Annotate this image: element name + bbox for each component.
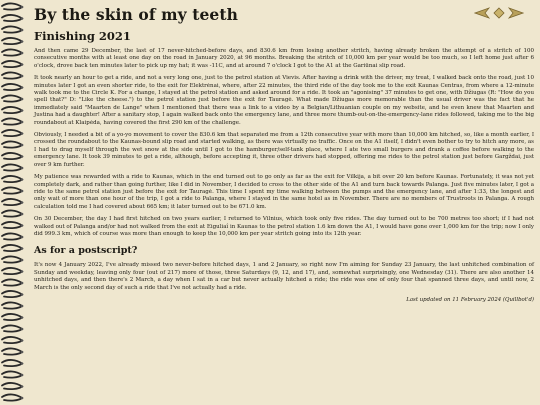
spiral-ring bbox=[2, 291, 22, 297]
spiral-hole bbox=[21, 385, 24, 388]
spiral-hole bbox=[21, 339, 24, 342]
spiral-hole bbox=[21, 259, 24, 262]
section-title: Finishing 2021 bbox=[34, 29, 131, 43]
spiral-ring bbox=[2, 245, 22, 251]
spiral-ring bbox=[2, 337, 22, 343]
page-content bbox=[34, 0, 534, 405]
spiral-ring bbox=[2, 279, 22, 285]
spiral-ring bbox=[2, 176, 22, 182]
last-updated bbox=[34, 297, 534, 303]
paragraph: Obviously, I needed a bit of a yo-yo movement to cover the 830.6 km that separated me from a 12th consecutive year with more than 10,000 km hitched, so, like a month earlier, I crossed the roundabout to the Kaunas-bound slip road and started walking, as there was virtually no traffic. Once on the A1 itself, I didn't even bother to try to hitch any more, as I had to drag myself through the wet snow at the side until I got to the hamburger/self-tank place, where I ate two small burgers and drank a coffee before walking to the emergency lane. It took 39 minutes to get a ride, although, before accepting it, three other drivers had stopped, offering me rides to the petrol station just before Gargždai, just over 9 km further. bbox=[34, 132, 534, 168]
spiral-hole bbox=[21, 362, 24, 365]
spiral-hole bbox=[21, 316, 24, 319]
spiral-ring bbox=[2, 199, 22, 205]
spiral-ring bbox=[2, 348, 22, 354]
spiral-ring bbox=[2, 72, 22, 78]
spiral-hole bbox=[21, 17, 24, 20]
paragraph: On 30 December, the day I had first hitched on two years earlier, I returned to Vilnius, which took only five rides. The day turned out to be 700 metres too short; if I had not walked out of Palanga and/or had not walked from the exit at Eiguliaî in Kaunas to the petrol station 1.6 km down the A1, I would have gone over 1,000 km for the trip; now I only did 999.3 km, which of course was more than enough to keep the 10,000 km per year stritch going into its 12th year. bbox=[34, 216, 534, 237]
diamond-icon[interactable] bbox=[491, 6, 507, 20]
paragraph: My patience was rewarded with a ride to Kaunas, which in the end turned out to go only as far as the exit for Vilkija, a bit over 20 km before Kaunas. Fortunately, it was not yet completely dark, and rather than going further, like I did in November, I decided to cross to the other side of the A1 and turn back towards Palanga. Just five minutes later, I got a ride to the same petrol station just before the exit for Tauragė. This time I spent my time walking between the pumps and the emergency lane, and after 1:33, the longest and only wait of more than one hour of the trip, I got a ride to Palanga, where I stayed in the same hotel as in November. There are no members of Trustroots in Palanga. A rough calculation told me I had covered about 665 km; it later turned out to be 671.0 km. bbox=[34, 174, 534, 210]
spiral-hole bbox=[21, 29, 24, 32]
spiral-ring bbox=[2, 187, 22, 193]
spiral-ring bbox=[2, 15, 22, 21]
last-updated-text: Last updated on 11 February 2024 (Quillbot'd) bbox=[406, 296, 534, 303]
spiral-hole bbox=[21, 178, 24, 181]
site-title: By the skin of my teeth bbox=[34, 5, 239, 24]
spiral-hole bbox=[21, 328, 24, 331]
spiral-hole bbox=[21, 282, 24, 285]
page-navigation bbox=[474, 6, 524, 20]
arrow-right-icon[interactable] bbox=[508, 6, 524, 20]
spiral-ring bbox=[2, 153, 22, 159]
spiral-ring bbox=[2, 26, 22, 32]
spiral-hole bbox=[21, 98, 24, 101]
spiral-ring bbox=[2, 302, 22, 308]
spiral-ring bbox=[2, 84, 22, 90]
spiral-ring bbox=[2, 394, 22, 400]
spiral-ring bbox=[2, 210, 22, 216]
spiral-ring bbox=[2, 371, 22, 377]
spiral-hole bbox=[21, 270, 24, 273]
spiral-ring bbox=[2, 222, 22, 228]
spiral-ring bbox=[2, 325, 22, 331]
postscript-paragraph: It's now 4 January 2022, I've already missed two never-before hitched days, 1 and 2 January, so right now I'm aiming for Sunday 23 January, the last unhitched combination of Sunday and weekday, leaving only four (out of 217) more of those, three Saturdays (9, 12, and 17), and, somewhat surprisingly, one Wednesday (31). There are also another 14 unhitched days, and then there's 2 March, a day when I sat in a car but never actually hitched a ride; the ride was one of only four that spanned three days, and until now, 2 March is the only second day of such a ride that I've not actually had a ride. bbox=[34, 262, 534, 291]
spiral-hole bbox=[21, 201, 24, 204]
spiral-ring bbox=[2, 130, 22, 136]
paragraph: It took nearly an hour to get a ride, and not a very long one, just to the petrol station at Vievis. After having a drink with the driver, my treat, I walked back onto the road, just 10 minutes later I got an even shorter ride, to the exit for Elektrėnai, where, after 22 minutes, the third ride of the day took me to the exit Kaunas Centras, from where a 12-minute walk took me to the Circle K. For a change, I stayed at the petrol station and asked around for a ride. It took an "agonising" 37 minutes to get one, with Džiugas (R: "How do you spell that?" D: "Like the cheese.") to the petrol station just before the exit for Tauragė. What made Džiugas more memorable than the usual driver was the fact that he immediately said "Maarten de Lange" when I mentioned that there was a link to a video by a Belgian/Lithuanian couple on my website, and he even knew that Maarten and Justina had a daughter! After a sanitary stop, I again walked back onto the emergency lane, and three more thumb-out-on-the-emergency-lane rides followed, taking me to the big roundabout at Klaipėda, having covered the first 290 km of the challenge. bbox=[34, 75, 534, 126]
spiral-ring bbox=[2, 360, 22, 366]
spiral-ring bbox=[2, 118, 22, 124]
arrow-left-icon[interactable] bbox=[474, 6, 490, 20]
spiral-hole bbox=[21, 6, 24, 9]
spiral-hole bbox=[21, 305, 24, 308]
spiral-ring bbox=[2, 61, 22, 67]
spiral-ring bbox=[2, 233, 22, 239]
spiral-hole bbox=[21, 247, 24, 250]
spiral-hole bbox=[21, 167, 24, 170]
spiral-ring bbox=[2, 164, 22, 170]
spiral-hole bbox=[21, 293, 24, 296]
spiral-hole bbox=[21, 213, 24, 216]
spiral-hole bbox=[21, 132, 24, 135]
spiral-ring bbox=[2, 95, 22, 101]
spiral-ring bbox=[2, 38, 22, 44]
spiral-binding bbox=[0, 0, 26, 405]
spiral-hole bbox=[21, 236, 24, 239]
spiral-ring bbox=[2, 256, 22, 262]
spiral-hole bbox=[21, 224, 24, 227]
spiral-hole bbox=[21, 144, 24, 147]
spiral-ring bbox=[2, 107, 22, 113]
paragraph: And then came 29 December, the last of 17 never-hitched-before days, and 830.6 km from losing another stritch, having already broken the attempt of a stritch of 100 consecutive months with at least one day on the road in January 2020, at 96 months. Breaking the stritch of 10,000 km per year would be too much, so I left home just after 6 o'clock, drove back ten minutes later to pick up my hat; it was -11C, and at around 7 o'clock I got to the A1 at the Gariūnai slip road. bbox=[34, 48, 534, 69]
spiral-hole bbox=[21, 109, 24, 112]
spiral-hole bbox=[21, 190, 24, 193]
subsection-title: As for a postscript? bbox=[34, 245, 138, 257]
spiral-hole bbox=[21, 86, 24, 89]
spiral-hole bbox=[21, 155, 24, 158]
spiral-hole bbox=[21, 40, 24, 43]
spiral-hole bbox=[21, 397, 24, 400]
spiral-hole bbox=[21, 374, 24, 377]
spiral-hole bbox=[21, 121, 24, 124]
spiral-ring bbox=[2, 314, 22, 320]
spiral-hole bbox=[21, 52, 24, 55]
spiral-ring bbox=[2, 3, 22, 9]
spiral-hole bbox=[21, 75, 24, 78]
spiral-ring bbox=[2, 49, 22, 55]
spiral-ring bbox=[2, 383, 22, 389]
spiral-ring bbox=[2, 268, 22, 274]
spiral-ring bbox=[2, 141, 22, 147]
spiral-hole bbox=[21, 351, 24, 354]
spiral-hole bbox=[21, 63, 24, 66]
